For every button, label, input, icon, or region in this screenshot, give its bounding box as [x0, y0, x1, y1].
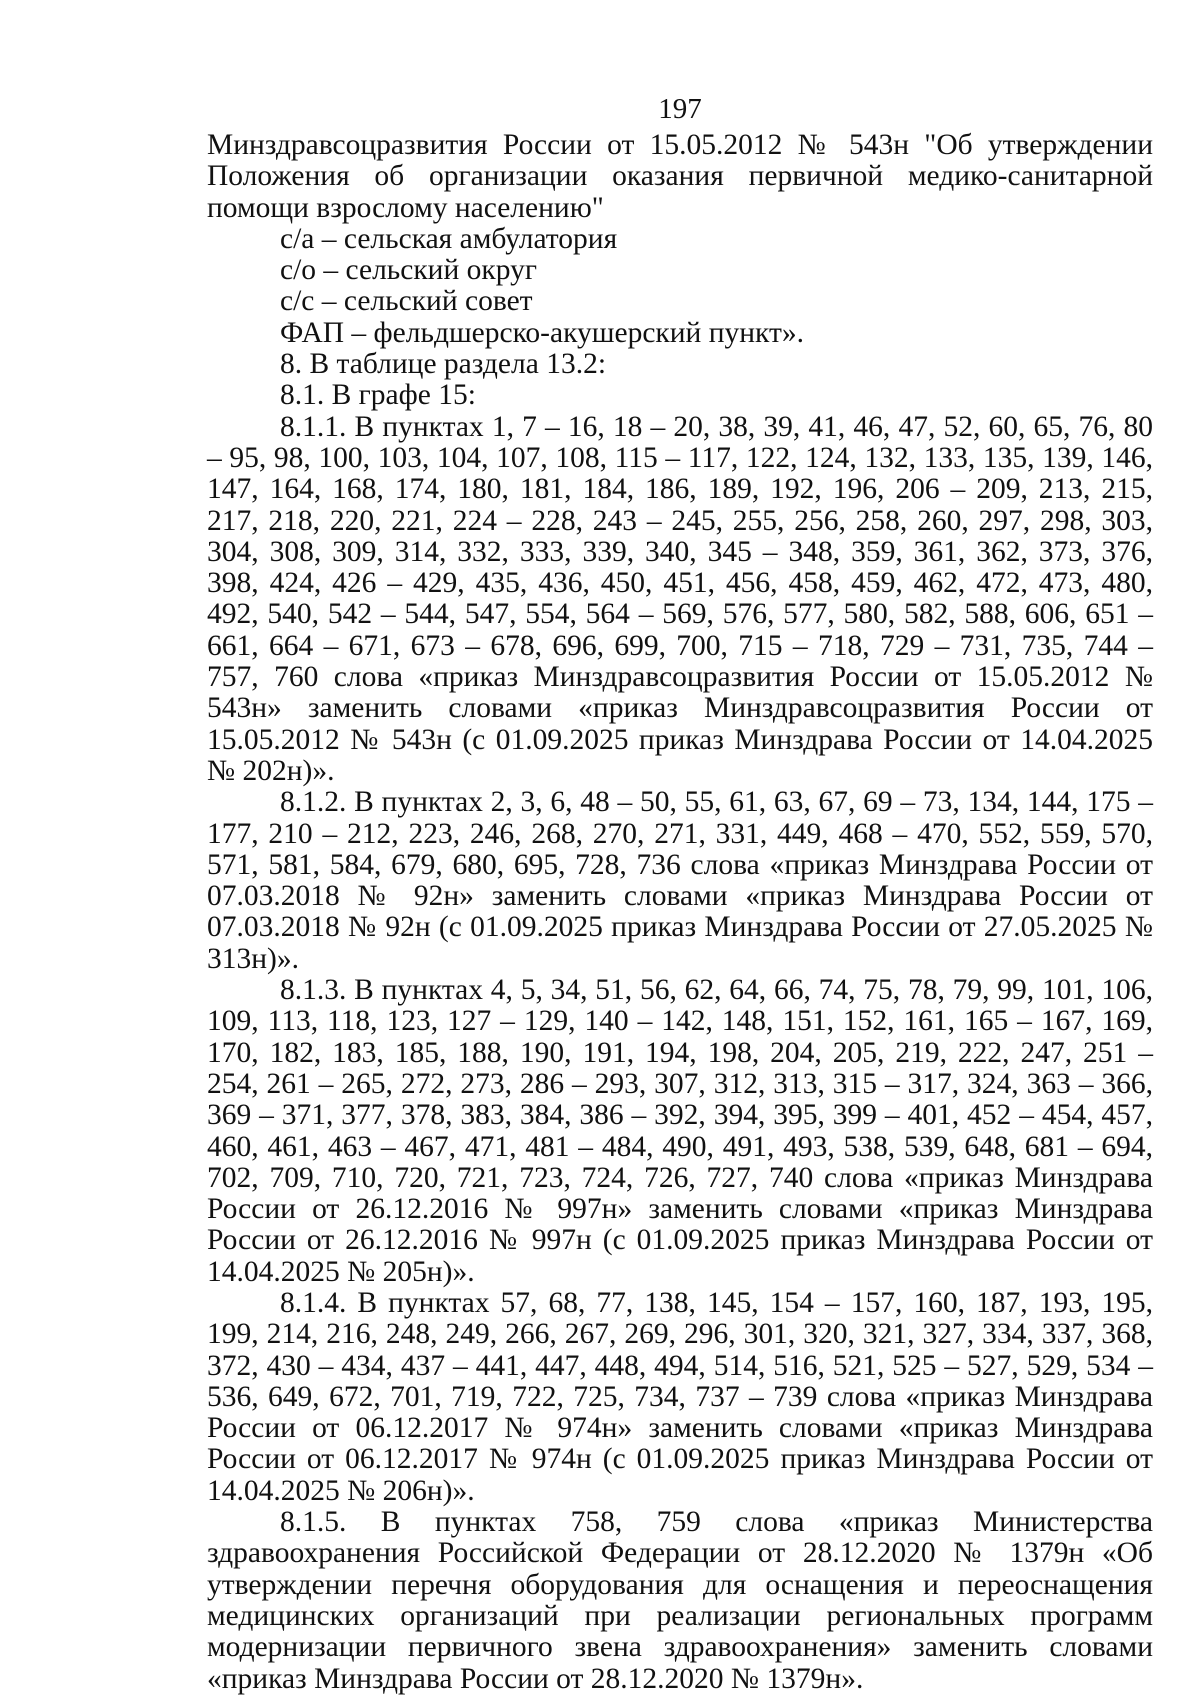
abbreviation-sa: с/а – сельская амбулатория — [280, 222, 618, 255]
paragraph-8-1-2: 8.1.2. В пунктах 2, 3, 6, 48 – 50, 55, 61, 63, 67, 69 – 73, 134, 144, 175 – 177, 210 – 212, 223, 246, 268, 270, 271, 331, 449, 468 – 470, 552, 559, 570, 571, 581, 584, 679, 680, 695, 728, 736 слова «приказ Минздрава России от 07.03.2018 № 92н» заменить словами «приказ Минздрава России от 07.03.2018 № 92н (с 01.09.2025 приказ Минздрава России от 27.05.2025 № 313н)». — [207, 786, 1153, 975]
paragraph-8-1-5: 8.1.5. В пунктах 758, 759 слова «приказ Министерства здравоохранения Российской Федерации от 28.12.2020 № 1379н «Об утверждении перечня оборудования для оснащения и переоснащения медицинских организаций при реализации региональных программ модернизации первичного звена здравоохранения» заменить словами «приказ Минздрава России от 28.12.2020 № 1379н». — [207, 1506, 1153, 1695]
abbreviation-ss: с/с – сельский совет — [280, 285, 533, 318]
abbreviation-fap: ФАП – фельдшерско-акушерский пункт». — [280, 316, 804, 349]
paragraph-8-1-3: 8.1.3. В пунктах 4, 5, 34, 51, 56, 62, 64, 66, 74, 75, 78, 79, 99, 101, 106, 109, 113, 118, 123, 127 – 129, 140 – 142, 148, 151, 152, 161, 165 – 167, 169, 170, 182, 183, 185, 188, 190, 191, 194, 198, 204, 205, 219, 222, 247, 251 – 254, 261 – 265, 272, 273, 286 – 293, 307, 312, 313, 315 – 317, 324, 363 – 366, 369 – 371, 377, 378, 383, 384, 386 – 392, 394, 395, 399 – 401, 452 – 454, 457, 460, 461, 463 – 467, 471, 481 – 484, 490, 491, 493, 538, 539, 648, 681 – 694, 702, 709, 710, 720, 721, 723, 724, 726, 727, 740 слова «приказ Минздрава России от 26.12.2016 № 997н» заменить словами «приказ Минздрава России от 26.12.2016 № 997н (с 01.09.2025 приказ Минздрава России от 14.04.2025 № 205н)». — [207, 974, 1153, 1288]
document-body — [207, 130, 1153, 1695]
paragraph-8-1-1: 8.1.1. В пунктах 1, 7 – 16, 18 – 20, 38, 39, 41, 46, 47, 52, 60, 65, 76, 80 – 95, 98, 100, 103, 104, 107, 108, 115 – 117, 122, 124, 132, 133, 135, 139, 146, 147, 164, 168, 174, 180, 181, 184, 186, 189, 192, 196, 206 – 209, 213, 215, 217, 218, 220, 221, 224 – 228, 243 – 245, 255, 256, 258, 260, 297, 298, 303, 304, 308, 309, 314, 332, 333, 339, 340, 345 – 348, 359, 361, 362, 373, 376, 398, 424, 426 – 429, 435, 436, 450, 451, 456, 458, 459, 462, 472, 473, 480, 492, 540, 542 – 544, 547, 554, 564 – 569, 576, 577, 580, 582, 588, 606, 651 – 661, 664 – 671, 673 – 678, 696, 699, 700, 715 – 718, 729 – 731, 735, 744 – 757, 760 слова «приказ Минздравсоцразвития России от 15.05.2012 № 543н» заменить словами «приказ Минздравсоцразвития России от 15.05.2012 № 543н (с 01.09.2025 приказ Минздрава России от 14.04.2025 № 202н)». — [207, 410, 1153, 787]
paragraph-continuation: Минздравсоцразвития России от 15.05.2012 № 543н "Об утверждении Положения об организации оказания первичной медико-санитарной помощи взрослому населению" — [207, 129, 1153, 224]
abbreviation-so: с/о – сельский округ — [280, 254, 537, 287]
section-heading-8: 8. В таблице раздела 13.2: — [280, 348, 607, 381]
section-heading-8-1: 8.1. В графе 15: — [280, 379, 476, 412]
paragraph-8-1-4: 8.1.4. В пунктах 57, 68, 77, 138, 145, 154 – 157, 160, 187, 193, 195, 199, 214, 216, 248, 249, 266, 267, 269, 296, 301, 320, 321, 327, 334, 337, 368, 372, 430 – 434, 437 – 441, 447, 448, 494, 514, 516, 521, 525 – 527, 529, 534 – 536, 649, 672, 701, 719, 722, 725, 734, 737 – 739 слова «приказ Минздрава России от 06.12.2017 № 974н» заменить словами «приказ Минздрава России от 06.12.2017 № 974н (с 01.09.2025 приказ Минздрава России от 14.04.2025 № 206н)». — [207, 1286, 1153, 1507]
page-number: 197 — [658, 93, 702, 125]
